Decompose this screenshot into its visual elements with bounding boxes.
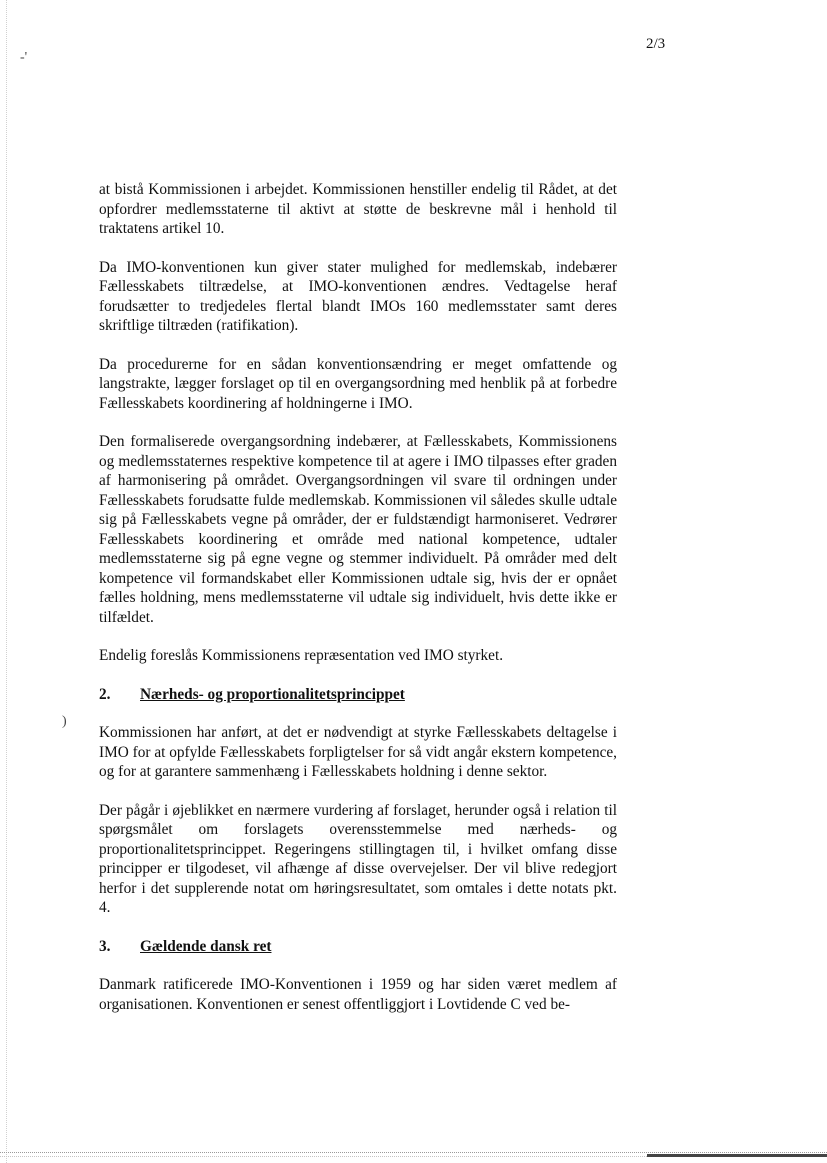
scan-bottom-edge-dark	[647, 1154, 827, 1157]
page-number: 2/3	[646, 36, 666, 52]
paragraph: Danmark ratificerede IMO-Konventionen i 1959 og har siden været medlem af organisationen. Konventionen er senest offentliggjort i Lovtidende C ved be-	[99, 976, 617, 1013]
section-number: 2.	[99, 685, 111, 703]
paragraph: Endelig foreslås Kommissionens repræsentation ved IMO styrket.	[99, 647, 504, 664]
scan-left-edge	[6, 0, 8, 1163]
paragraph: Der pågår i øjeblikket en nærmere vurdering af forslaget, herunder også i relation til spørgsmålet om forslagets overensstemmelse med nærheds- og proportionalitetsprincippet. Regeringens stillingtagen til, i hvilket omfang disse principper er tilgodeset, vil afhænge af disse overvejelser. Der vil blive redegjort herfor i det supplerende notat om høringsresultatet, som omtales i dette notats pkt. 4.	[99, 801, 617, 916]
section-heading-2	[99, 685, 617, 705]
paragraph: Da procedurerne for en sådan konventionsændring er meget omfattende og langstrakte, lægger forslaget op til en overgangsordning med henblik på at forbedre Fællesskabets koordinering af holdningerne i IMO.	[99, 355, 617, 412]
document-body	[99, 180, 617, 1014]
paragraph: Den formaliserede overgangsordning indebærer, at Fællesskabets, Kommissionens og medlemsstaternes respektive kompetence til at agere i IMO tilpasses efter graden af harmonisering på området. Overgangsordningen vil svare til ordningen under Fællesskabets forudsatte fulde medlemskab. Kommissionen vil således skulle udtale sig på Fællesskabets vegne på områder, der er fuldstændigt harmoniseret. Vedrører Fællesskabets koordinering et område med national kompetence, udtaler medlemsstaterne sig på egne vegne og stemmer individuelt. På områder med delt kompetence vil formandskabet eller Kommissionen udtale sig, hvis der er opnået fælles holdning, mens medlemsstaterne vil udtale sig individuelt, hvis dette ikke er tilfældet.	[99, 433, 617, 626]
scan-mark: -'	[20, 50, 28, 65]
section-heading-3	[99, 937, 617, 957]
scan-mark-paren: )	[62, 714, 67, 729]
paragraph: Kommissionen har anført, at det er nødvendigt at styrke Fællesskabets deltagelse i IMO for at opfylde Fællesskabets forpligtelser for så vidt angår ekstern kompetence, og for at garantere sammenhæng i Fællesskabets holdning i denne sektor.	[99, 724, 617, 780]
section-title: Gældende dansk ret	[140, 937, 272, 955]
paragraph: at bistå Kommissionen i arbejdet. Kommissionen henstiller endelig til Rådet, at det opfordrer medlemsstaterne til aktivt at støtte de beskrevne mål i henhold til traktatens artikel 10.	[99, 181, 617, 237]
section-number: 3.	[99, 937, 111, 955]
paragraph: Da IMO-konventionen kun giver stater mulighed for medlemskab, indebærer Fællesskabets tiltrædelse, at IMO-konventionen ændres. Vedtagelse heraf forudsætter to tredjedeles flertal blandt IMOs 160 medlemsstater samt deres skriftlige tiltræden (ratifikation).	[99, 258, 617, 334]
section-title: Nærheds- og proportionalitetsprincippet	[140, 685, 405, 703]
